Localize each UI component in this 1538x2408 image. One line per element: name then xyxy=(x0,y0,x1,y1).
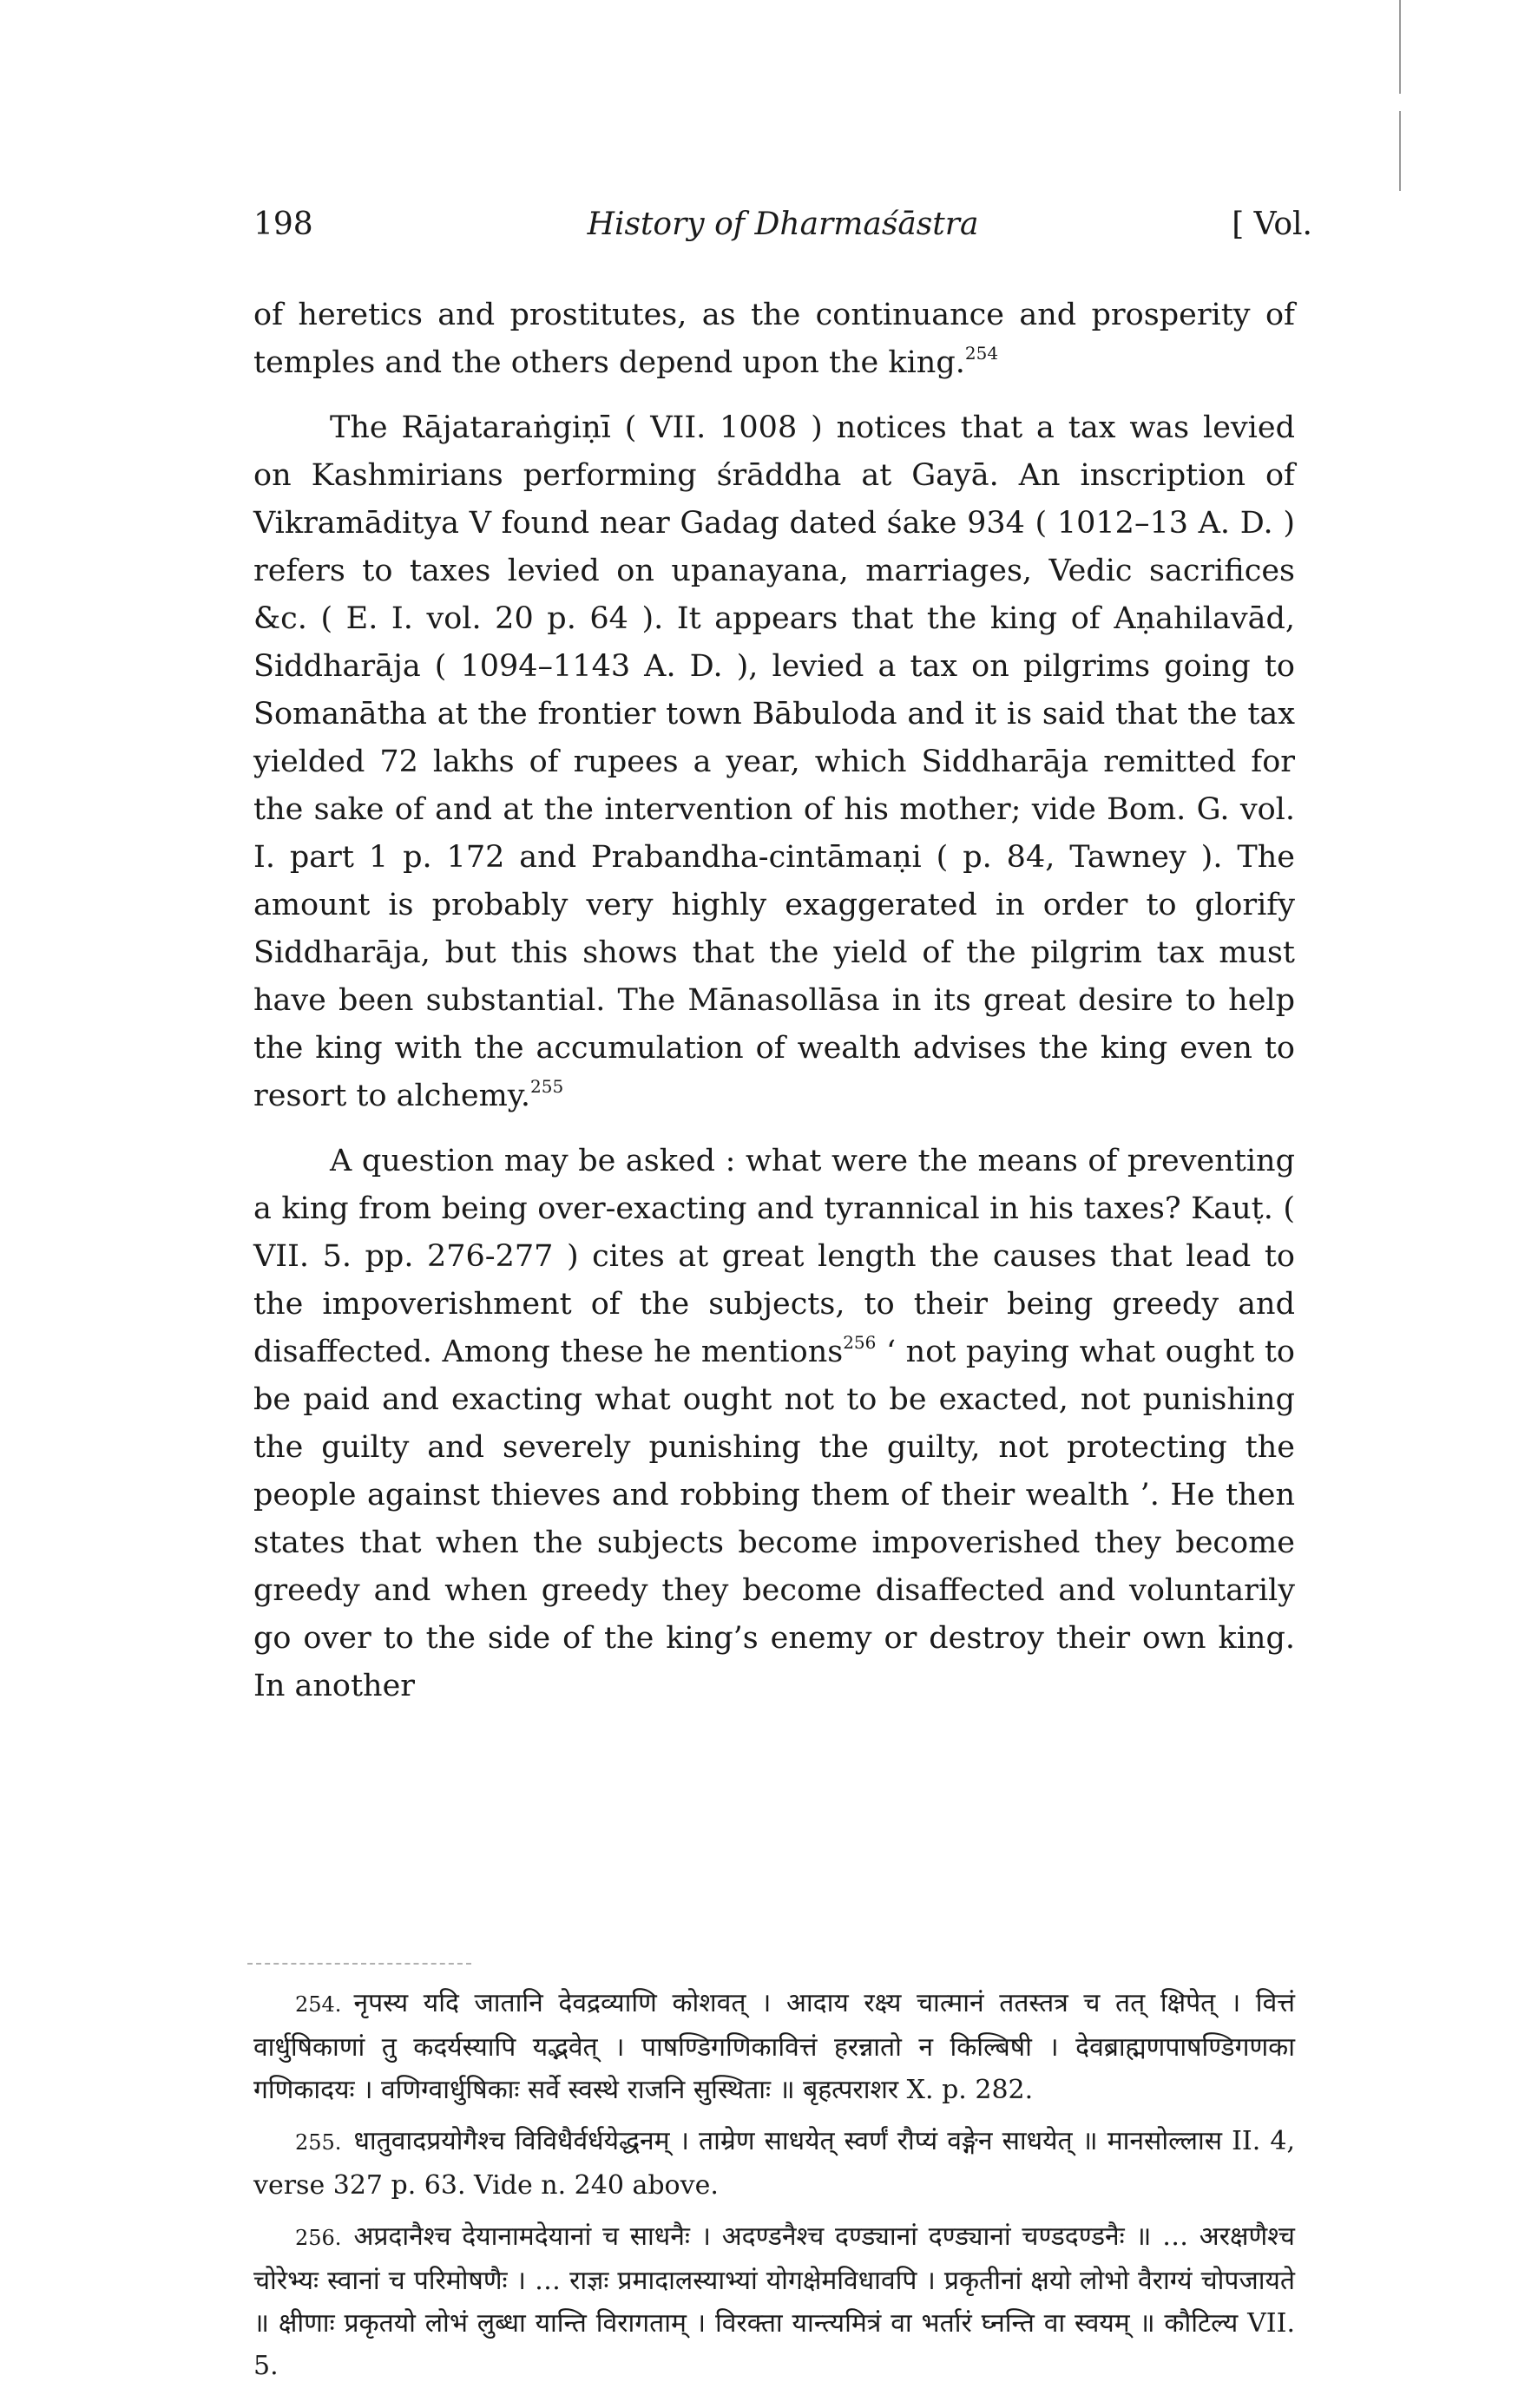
running-title: History of Dharmaśāstra xyxy=(587,207,979,242)
paragraph-2 xyxy=(253,404,1295,1120)
footnote-number: 254. xyxy=(295,1992,342,2017)
paragraph-3-text-a: A question may be asked : what were the means of preventing a king from being over-exacting and tyrannical in his taxes? Kauṭ. ( VII. 5. pp. 276-277 ) cites at great length the causes that lead to the impoverishment of the subjects, to their being greedy and disaffected. Among these he mentions xyxy=(253,1144,1295,1369)
volume-mark: [ Vol. xyxy=(1232,207,1312,242)
footnote-255 xyxy=(253,2120,1295,2207)
footnote-text: धातुवादप्रयोगैश्च विविधैर्वर्धयेद्धनम् । ताम्रेण साधयेत् स्वर्णं रौप्यं वङ्गेन साधयेत् ॥ मानसोल्लास II. 4, verse 327 p. 63. Vide n. 240 above. xyxy=(253,2126,1295,2201)
footnote-text: नृपस्य यदि जातानि देवद्रव्याणि कोशवत् । आदाय रक्ष्य चात्मानं ततस्तत्र च तत् क्षिपेत् । वित्तं वार्धुषिकाणां तु कदर्यस्यापि यद्भवेत् । पाषण्डिगणिकावित्तं हरन्नातो न किल्बिषी । देवब्राह्मणपाषण्डिगणका गणिकादयः । वणिग्वार्धुषिकाः सर्वे स्वस्थे राजनि सुस्थिताः ॥ बृहत्पराशर X. p. 282. xyxy=(253,1988,1295,2105)
paragraph-1 xyxy=(253,292,1295,387)
page-header xyxy=(253,207,1312,259)
footnote-ref-254: 254 xyxy=(964,343,999,364)
paragraph-1-text: of heretics and prostitutes, as the continuance and prosperity of temples and the others depend upon the king. xyxy=(253,298,1295,380)
footnote-separator xyxy=(247,1963,471,1965)
paragraph-2-text: The Rājataraṅgiṇī ( VII. 1008 ) notices that a tax was levied on Kashmirians performing śrāddha at Gayā. An inscription of Vikramāditya V found near Gadag dated śake 934 ( 1012–13 A. D. ) refers to taxes levied on upanayana, marriages, Vedic sacrifices &c. ( E. I. vol. 20 p. 64 ). It appears that the king of Aṇahilavād, Siddharāja ( 1094–1143 A. D. ), levied a tax on pilgrims going to Somanātha at the frontier town Bābuloda and it is said that the tax yielded 72 lakhs of rupees a year, which Siddharāja remitted for the sake of and at the intervention of his mother; vide Bom. G. vol. I. part 1 p. 172 and Prabandha-cintāmaṇi ( p. 84, Tawney ). The amount is probably very highly exaggerated in order to glorify Siddharāja, but this shows that the yield of the pilgrim tax must have been substantial. The Mānasollāsa in its great desire to help the king with the accumulation of wealth advises the king even to resort to alchemy. xyxy=(253,410,1295,1113)
page-number: 198 xyxy=(253,207,313,242)
main-text xyxy=(253,292,1295,1710)
paragraph-3 xyxy=(253,1138,1295,1710)
footnote-256 xyxy=(253,2215,1295,2387)
footnote-ref-256: 256 xyxy=(843,1332,877,1353)
scan-edge-line-top xyxy=(1399,0,1401,94)
footnote-number: 256. xyxy=(295,2226,342,2250)
footnote-254 xyxy=(253,1982,1295,2111)
footnote-text: अप्रदानैश्च देयानामदेयानां च साधनैः । अदण्डनैश्च दण्ड्यानां दण्ड्यानां चण्डदण्डनैः ॥ … अरक्षणैश्च चोरेभ्यः स्वानां च परिमोषणैः । … राज्ञः प्रमादालस्याभ्यां योगक्षेमविधावपि । प्रकृतीनां क्षयो लोभो वैराग्यं चोपजायते ॥ क्षीणाः प्रकृतयो लोभं लुब्धा यान्ति विरागताम् । विरक्ता यान्त्यमित्रं वा भर्तारं घ्नन्ति वा स्वयम् ॥ कौटिल्य VII. 5. xyxy=(253,2221,1295,2381)
footnote-ref-255: 255 xyxy=(530,1076,564,1097)
paragraph-3-text-b: ‘ not paying what ought to be paid and exacting what ought not to be exacted, not punishing the guilty and severely punishing the guilty, not protecting the people against thieves and robbing them of their wealth ’. He then states that when the subjects become impoverished they become greedy and when greedy they become disaffected and voluntarily go over to the side of the king’s enemy or destroy their own king. In another xyxy=(253,1335,1295,1703)
footnotes xyxy=(253,1982,1295,2396)
scan-edge-line-bottom xyxy=(1399,111,1401,191)
footnote-number: 255. xyxy=(295,2130,342,2155)
